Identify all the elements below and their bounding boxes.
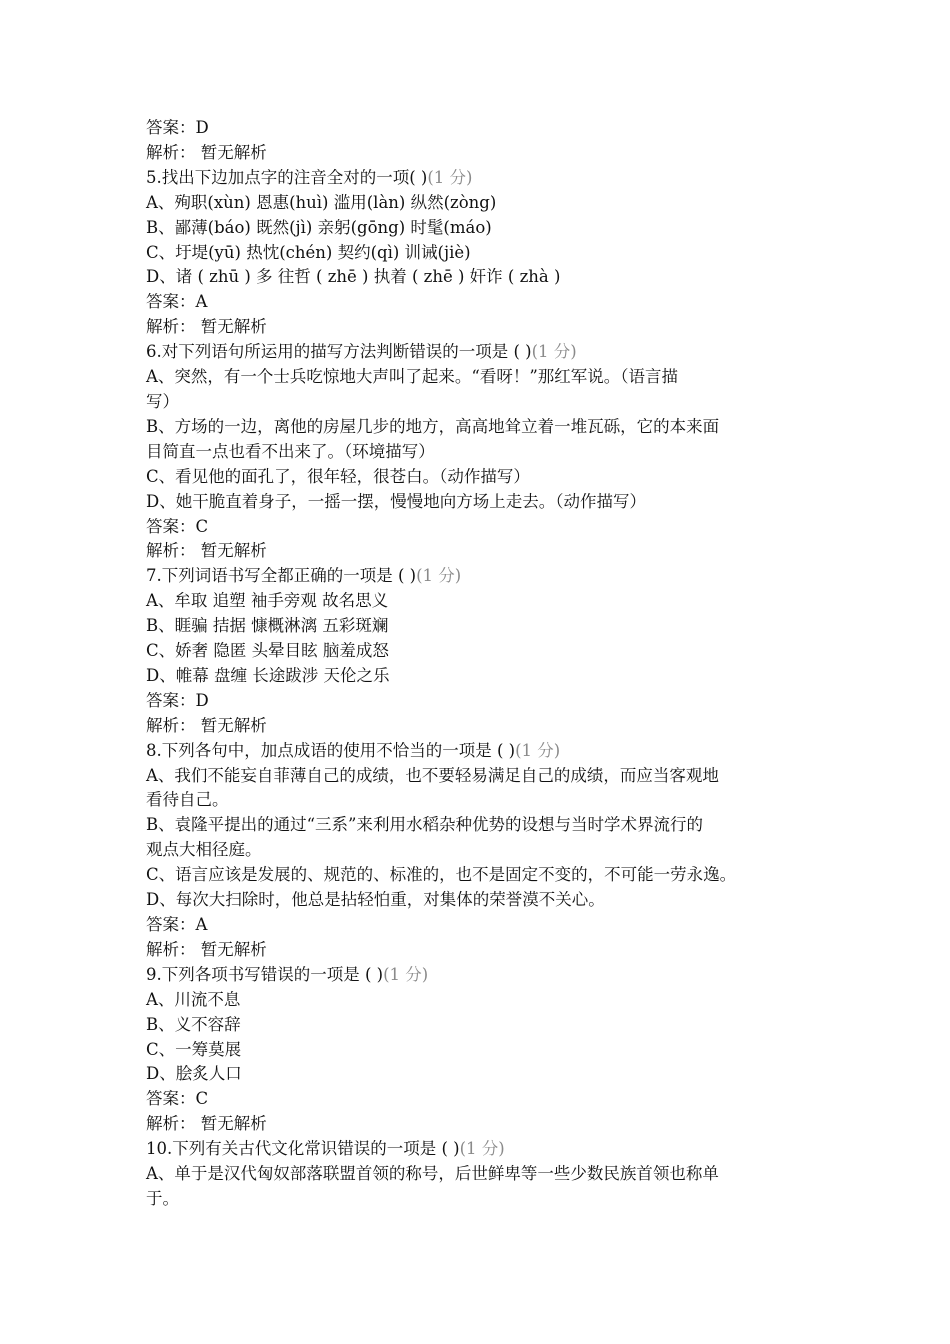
- option-line: [146, 589, 826, 614]
- option-line: [146, 1013, 826, 1038]
- line-text: 看待自己。: [146, 790, 229, 810]
- line-text: D、她干脆直着身子，一摇一摆，慢慢地向方场上走去。（动作描写）: [146, 491, 646, 511]
- explanation-line: [146, 938, 826, 963]
- option-line: [146, 1162, 826, 1187]
- score-label: (1 分): [416, 566, 462, 586]
- option-line: [146, 838, 826, 863]
- line-text: D、脍炙人口: [146, 1064, 242, 1084]
- option-line: [146, 788, 826, 813]
- line-text: 解析： 暂无解析: [146, 142, 267, 162]
- answer-line: [146, 1087, 826, 1112]
- line-text: D、诸 ( zhū ) 多 往哲 ( zhē ) 执着 ( zhē ) 奸诈 ( zhà ): [146, 267, 561, 287]
- score-label: (1 分): [427, 167, 473, 187]
- line-text: 答案：A: [146, 292, 208, 312]
- option-line: [146, 415, 826, 440]
- answer-line: [146, 290, 826, 315]
- line-text: 解析： 暂无解析: [146, 317, 267, 337]
- option-line: [146, 888, 826, 913]
- answer-line: [146, 116, 826, 141]
- line-text: 解析： 暂无解析: [146, 1114, 267, 1134]
- line-text: 解析： 暂无解析: [146, 715, 267, 735]
- score-label: (1 分): [383, 964, 429, 984]
- line-text: 于。: [146, 1188, 179, 1208]
- line-text: C、娇奢 隐匿 头晕目眩 脑羞成怒: [146, 641, 389, 661]
- line-text: D、帷幕 盘缠 长途跋涉 天伦之乐: [146, 665, 390, 685]
- option-line: [146, 216, 826, 241]
- answer-line: [146, 515, 826, 540]
- option-line: [146, 1062, 826, 1087]
- line-text: A、牟取 追塑 袖手旁观 故名思义: [146, 591, 389, 611]
- explanation-line: [146, 539, 826, 564]
- explanation-line: [146, 141, 826, 166]
- option-line: [146, 614, 826, 639]
- document-page: [146, 116, 826, 1212]
- line-text: 8.下列各句中，加点成语的使用不恰当的一项是 ( ): [146, 740, 516, 760]
- explanation-line: [146, 714, 826, 739]
- line-text: 6.对下列语句所运用的描写方法判断错误的一项是 ( ): [146, 342, 532, 362]
- line-text: 答案：D: [146, 690, 209, 710]
- line-text: B、鄙薄(báo) 既然(jì) 亲躬(gōng) 时髦(máo): [146, 217, 492, 237]
- line-text: C、圩堤(yū) 热忱(chén) 契约(qì) 训诫(jiè): [146, 242, 471, 262]
- option-line: [146, 639, 826, 664]
- option-line: [146, 365, 826, 390]
- line-text: 观点大相径庭。: [146, 840, 262, 860]
- option-line: [146, 813, 826, 838]
- line-text: 7.下列词语书写全都正确的一项是 ( ): [146, 566, 417, 586]
- option-line: [146, 241, 826, 266]
- option-line: [146, 664, 826, 689]
- line-text: 解析： 暂无解析: [146, 541, 267, 561]
- line-text: A、突然，有一个士兵吃惊地大声叫了起来。“看呀！”那红军说。（语言描: [146, 367, 679, 387]
- option-line: [146, 1038, 826, 1063]
- option-line: [146, 863, 826, 888]
- line-text: 9.下列各项书写错误的一项是 ( ): [146, 964, 384, 984]
- answer-line: [146, 913, 826, 938]
- option-line: [146, 440, 826, 465]
- line-text: 答案：C: [146, 1089, 209, 1109]
- line-text: D、每次大扫除时，他总是拈轻怕重，对集体的荣誉漠不关心。: [146, 890, 605, 910]
- line-text: C、语言应该是发展的、规范的、标准的，也不是固定不变的，不可能一劳永逸。: [146, 865, 737, 885]
- explanation-line: [146, 1112, 826, 1137]
- option-line: [146, 465, 826, 490]
- line-text: B、袁隆平提出的通过“三系”来利用水稻杂种优势的设想与当时学术界流行的: [146, 815, 703, 835]
- line-text: B、睚骗 拮据 慷概淋漓 五彩斑斓: [146, 616, 389, 636]
- question-line: [146, 739, 826, 764]
- score-label: (1 分): [459, 1139, 505, 1159]
- line-text: 答案：D: [146, 118, 209, 137]
- line-text: C、看见他的面孔了，很年轻，很苍白。（动作描写）: [146, 466, 530, 486]
- option-line: [146, 265, 826, 290]
- score-label: (1 分): [515, 740, 561, 760]
- line-text: 答案：C: [146, 516, 209, 536]
- line-text: 答案：A: [146, 915, 208, 934]
- line-text: 5.找出下边加点字的注音全对的一项( ): [146, 167, 428, 187]
- option-line: [146, 988, 826, 1013]
- line-text: 10.下列有关古代文化常识错误的一项是 ( ): [146, 1139, 460, 1159]
- option-line: [146, 764, 826, 789]
- line-text: A、川流不息: [146, 989, 241, 1009]
- line-text: A、殉职(xùn) 恩惠(huì) 滥用(làn) 纵然(zòng): [146, 192, 497, 212]
- option-line: [146, 390, 826, 415]
- explanation-line: [146, 315, 826, 340]
- line-text: 目简直一点也看不出来了。（环境描写）: [146, 441, 435, 461]
- question-line: [146, 1137, 826, 1162]
- option-line: [146, 191, 826, 216]
- line-text: A、我们不能妄自菲薄自己的成绩，也不要轻易满足自己的成绩，而应当客观地: [146, 765, 719, 785]
- line-text: 解析： 暂无解析: [146, 939, 267, 959]
- question-line: [146, 564, 826, 589]
- answer-line: [146, 689, 826, 714]
- option-line: [146, 490, 826, 515]
- line-text: B、义不容辞: [146, 1014, 241, 1034]
- option-line: [146, 1187, 826, 1212]
- line-text: 写）: [146, 391, 179, 411]
- score-label: (1 分): [531, 342, 577, 362]
- question-line: [146, 963, 826, 988]
- line-text: B、方场的一边，离他的房屋几步的地方，高高地耸立着一堆瓦砾，它的本来面: [146, 416, 720, 436]
- question-line: [146, 166, 826, 191]
- question-line: [146, 340, 826, 365]
- line-text: A、单于是汉代匈奴部落联盟首领的称号，后世鲜卑等一些少数民族首领也称单: [146, 1164, 719, 1184]
- line-text: C、一筹莫展: [146, 1039, 242, 1059]
